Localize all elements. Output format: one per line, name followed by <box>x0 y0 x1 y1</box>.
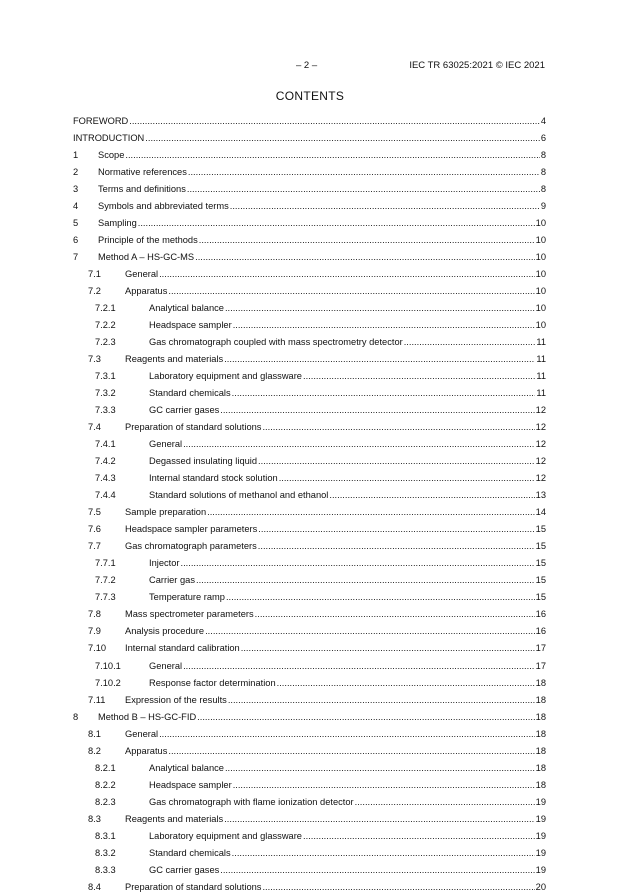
toc-entry-number: 8.2 <box>88 745 101 756</box>
toc-entry[interactable] <box>73 658 546 675</box>
toc-entry[interactable] <box>73 266 546 283</box>
toc-entry-number: 7.7.1 <box>95 558 116 569</box>
toc-entry[interactable] <box>73 862 546 879</box>
toc-entry-page: 11 <box>536 337 546 348</box>
toc-entry-page: 18 <box>535 711 546 722</box>
toc-entry-page: 19 <box>535 847 546 858</box>
toc-entry-title: Gas chromatograph with flame ionization detector <box>149 796 354 807</box>
toc-entry-number: 8.1 <box>88 728 101 739</box>
toc-entry[interactable] <box>73 777 546 794</box>
toc-entry-page: 10 <box>535 303 546 314</box>
dot-leader <box>181 555 535 572</box>
toc-entry-number: 8.2.3 <box>95 796 116 807</box>
dot-leader <box>129 113 540 130</box>
dot-leader <box>225 760 535 777</box>
toc-entry-number: 8.3.2 <box>95 847 116 858</box>
toc-entry-number: 7 <box>73 252 79 263</box>
dot-leader <box>224 351 535 368</box>
toc-entry-number: 3 <box>73 184 79 195</box>
toc-entry-title: Preparation of standard solutions <box>125 881 262 892</box>
toc-entry-title: Temperature ramp <box>149 592 225 603</box>
toc-entry-page: 16 <box>535 609 546 620</box>
toc-entry[interactable] <box>73 453 546 470</box>
toc-entry-title: Gas chromatograph parameters <box>125 541 257 552</box>
toc-entry-page: 18 <box>535 779 546 790</box>
toc-entry-title: Method A – HS-GC-MS <box>98 252 195 263</box>
toc-entry-title: Standard chemicals <box>149 388 231 399</box>
toc-entry[interactable] <box>73 164 546 181</box>
toc-entry-page: 9 <box>540 201 546 212</box>
toc-entry[interactable] <box>73 572 546 589</box>
toc-entry[interactable] <box>73 743 546 760</box>
toc-entry-page: 6 <box>540 133 546 144</box>
toc-entry-number: 7.2.1 <box>95 303 116 314</box>
toc-entry-page: 18 <box>535 745 546 756</box>
dot-leader <box>188 164 540 181</box>
toc-entry-number: 7.3 <box>88 354 101 365</box>
toc-entry-number: 2 <box>73 167 79 178</box>
toc-entry[interactable] <box>73 845 546 862</box>
toc-entry-page: 18 <box>535 677 546 688</box>
toc-entry[interactable] <box>73 487 546 504</box>
toc-entry-number: 7.10 <box>88 643 107 654</box>
toc-entry-number: 7.5 <box>88 507 101 518</box>
toc-entry[interactable] <box>73 504 546 521</box>
toc-entry-number: 8.3.1 <box>95 830 116 841</box>
dot-leader <box>233 777 535 794</box>
toc-entry-page: 16 <box>535 626 546 637</box>
toc-entry-title: Analytical balance <box>149 303 224 314</box>
toc-entry-title: General <box>125 269 159 280</box>
toc-entry-number: 7.9 <box>88 626 101 637</box>
toc-entry[interactable] <box>73 760 546 777</box>
toc-entry-page: 18 <box>535 728 546 739</box>
dot-leader <box>168 283 534 300</box>
dot-leader <box>303 368 535 385</box>
toc-entry[interactable] <box>73 589 546 606</box>
dot-leader <box>224 811 534 828</box>
toc-entry-page: 19 <box>535 864 546 875</box>
toc-entry-number: 7.4.4 <box>95 490 116 501</box>
dot-leader <box>241 640 535 657</box>
toc-entry-title: Injector <box>149 558 180 569</box>
toc-entry-number: 7.3.3 <box>95 405 116 416</box>
toc-entry[interactable] <box>73 828 546 845</box>
page-title: CONTENTS <box>275 89 345 103</box>
toc-entry-title: Mass spectrometer parameters <box>125 609 254 620</box>
toc-entry-number: 7.2 <box>88 286 101 297</box>
toc-entry[interactable] <box>73 317 546 334</box>
toc-entry[interactable] <box>73 113 546 130</box>
toc-entry-title: Carrier gas <box>149 575 195 586</box>
toc-entry-title: Principle of the methods <box>98 235 198 246</box>
toc-entry[interactable] <box>73 385 546 402</box>
toc-entry-page: 13 <box>535 490 546 501</box>
page-header <box>0 60 620 74</box>
toc-entry-number: 7.6 <box>88 524 101 535</box>
toc-entry-number: 8.3.3 <box>95 864 116 875</box>
toc-entry-number: 7.2.2 <box>95 320 116 331</box>
toc-entry-title: Analysis procedure <box>125 626 205 637</box>
toc-entry[interactable] <box>73 419 546 436</box>
toc-entry-title: Symbols and abbreviated terms <box>98 201 229 212</box>
toc-entry-page: 11 <box>536 371 546 382</box>
dot-leader <box>329 487 534 504</box>
dot-leader <box>183 658 535 675</box>
toc-entry[interactable] <box>73 811 546 828</box>
toc-entry-number: 8.2.1 <box>95 762 116 773</box>
toc-entry-title: Degassed insulating liquid <box>149 456 258 467</box>
toc-entry[interactable] <box>73 147 546 164</box>
toc-entry[interactable] <box>73 692 546 709</box>
dot-leader <box>262 879 534 896</box>
dot-leader <box>196 572 535 589</box>
dot-leader <box>262 419 534 436</box>
toc-entry-page: 4 <box>540 116 546 126</box>
dot-leader <box>230 198 540 215</box>
toc-entry-title: Normative references <box>98 167 187 178</box>
toc-entry-title: Laboratory equipment and glassware <box>149 830 302 841</box>
dot-leader <box>255 606 535 623</box>
dot-leader <box>303 828 535 845</box>
toc-entry[interactable] <box>73 555 546 572</box>
toc-entry-title: Headspace sampler <box>149 320 232 331</box>
dot-leader <box>355 794 535 811</box>
toc-entry-page: 19 <box>535 813 546 824</box>
toc-entry-page: 11 <box>536 354 546 365</box>
toc-entry[interactable] <box>73 334 546 351</box>
dot-leader <box>228 692 535 709</box>
toc-entry-title: Scope <box>98 150 125 161</box>
toc-entry-title: Laboratory equipment and glassware <box>149 371 302 382</box>
toc-entry-number: 7.10.2 <box>95 677 121 688</box>
toc-entry[interactable] <box>73 879 546 896</box>
toc-entry-page: 12 <box>535 405 546 416</box>
toc-entry[interactable] <box>73 181 546 198</box>
toc-entry-page: 15 <box>535 575 546 586</box>
dot-leader <box>145 130 540 147</box>
toc-entry-title: Sample preparation <box>125 507 207 518</box>
toc-entry[interactable] <box>73 283 546 300</box>
dot-leader <box>277 675 535 692</box>
toc-entry-page: 10 <box>535 218 546 229</box>
toc-entry-page: 8 <box>540 150 546 161</box>
toc-entry-page: 10 <box>535 269 546 280</box>
toc-entry-title: Expression of the results <box>125 694 227 705</box>
toc-entry-page: 10 <box>535 252 546 263</box>
toc-entry-number: 7.10.1 <box>95 660 121 671</box>
dot-leader <box>220 862 534 879</box>
toc-entry-title: Apparatus <box>125 286 168 297</box>
toc-entry-number: 7.4.1 <box>95 439 116 450</box>
toc-entry-number: 7.7 <box>88 541 101 552</box>
toc-entry[interactable] <box>73 249 546 266</box>
toc-entry-title: Analytical balance <box>149 762 224 773</box>
toc-entry-title: GC carrier gases <box>149 405 220 416</box>
toc-entry-page: 12 <box>535 473 546 484</box>
toc-entry[interactable] <box>73 198 546 215</box>
dot-leader <box>159 726 535 743</box>
toc-entry-title: Reagents and materials <box>125 354 224 365</box>
toc-entry[interactable] <box>73 130 546 147</box>
toc-entry-number: 7.7.3 <box>95 592 116 603</box>
toc-entry[interactable] <box>73 538 546 555</box>
toc-entry-number: 5 <box>73 218 79 229</box>
toc-entry[interactable] <box>73 232 546 249</box>
toc-entry-title: Terms and definitions <box>98 184 186 195</box>
table-of-contents <box>73 113 546 896</box>
dot-leader <box>258 453 535 470</box>
toc-entry[interactable] <box>73 709 546 726</box>
toc-entry-number: 7.3.2 <box>95 388 116 399</box>
toc-entry-page: 12 <box>535 422 546 433</box>
toc-entry-page: 10 <box>535 320 546 331</box>
dot-leader <box>195 249 535 266</box>
toc-entry-title: Headspace sampler parameters <box>125 524 258 535</box>
toc-entry[interactable] <box>73 402 546 419</box>
toc-entry[interactable] <box>73 521 546 538</box>
toc-entry-number: 7.3.1 <box>95 371 116 382</box>
toc-entry-title: Response factor determination <box>149 677 276 688</box>
toc-entry-page: 15 <box>535 592 546 603</box>
dot-leader <box>125 147 539 164</box>
toc-entry-page: 10 <box>535 235 546 246</box>
dot-leader <box>220 402 534 419</box>
toc-entry-number: 4 <box>73 201 79 212</box>
toc-entry-title: Reagents and materials <box>125 813 224 824</box>
toc-entry-number: 8.3 <box>88 813 101 824</box>
toc-entry-title: Standard chemicals <box>149 847 231 858</box>
toc-entry-number: 8.2.2 <box>95 779 116 790</box>
dot-leader <box>187 181 540 198</box>
toc-entry-number: 7.8 <box>88 609 101 620</box>
toc-entry-page: 18 <box>535 762 546 773</box>
toc-entry-number: 8 <box>73 711 79 722</box>
dot-leader <box>197 709 534 726</box>
toc-entry-title: General <box>125 728 159 739</box>
dot-leader <box>258 521 534 538</box>
toc-entry[interactable] <box>73 794 546 811</box>
dot-leader <box>207 504 535 521</box>
dot-leader <box>232 385 536 402</box>
toc-entry-page: 19 <box>535 830 546 841</box>
toc-entry-page: 11 <box>536 388 546 399</box>
dot-leader <box>138 215 535 232</box>
toc-entry[interactable] <box>73 351 546 368</box>
toc-entry[interactable] <box>73 606 546 623</box>
dot-leader <box>225 300 535 317</box>
toc-entry-page: 15 <box>535 524 546 535</box>
toc-entry[interactable] <box>73 436 546 453</box>
dot-leader <box>226 589 535 606</box>
dot-leader <box>404 334 536 351</box>
toc-entry-number: 7.7.2 <box>95 575 116 586</box>
toc-entry-number: 7.4.2 <box>95 456 116 467</box>
toc-entry[interactable] <box>73 470 546 487</box>
document-reference: IEC TR 63025:2021 © IEC 2021 <box>409 60 545 71</box>
toc-entry-title: Sampling <box>98 218 137 229</box>
toc-entry-title: Headspace sampler <box>149 779 232 790</box>
toc-entry-number: 7.11 <box>88 694 106 705</box>
toc-entry-page: 10 <box>535 286 546 297</box>
toc-entry-title: Internal standard calibration <box>125 643 240 654</box>
toc-entry-page: 19 <box>535 796 546 807</box>
toc-entry-page: 15 <box>535 558 546 569</box>
toc-entry-number: 7.4.3 <box>95 473 116 484</box>
toc-entry[interactable] <box>73 726 546 743</box>
toc-entry-page: 17 <box>535 660 546 671</box>
toc-entry-page: 8 <box>540 167 546 178</box>
toc-entry-title: Gas chromatograph coupled with mass spectrometry detector <box>149 337 403 348</box>
toc-entry-page: 14 <box>535 507 546 518</box>
toc-entry-number: 6 <box>73 235 79 246</box>
toc-entry-page: 15 <box>535 541 546 552</box>
toc-entry-title: Method B – HS-GC-FID <box>98 711 197 722</box>
toc-entry-number: 7.2.3 <box>95 337 116 348</box>
toc-entry-page: 17 <box>535 643 546 654</box>
toc-entry-number: 7.1 <box>88 269 101 280</box>
dot-leader <box>199 232 535 249</box>
dot-leader <box>159 266 535 283</box>
toc-entry[interactable] <box>73 675 546 692</box>
dot-leader <box>183 436 535 453</box>
page-number: – 2 – <box>296 60 318 71</box>
toc-entry-page: 8 <box>540 184 546 195</box>
toc-entry[interactable] <box>73 623 546 640</box>
toc-entry-page: 12 <box>535 439 546 450</box>
toc-entry-title: INTRODUCTION <box>73 133 145 144</box>
toc-entry-title: Apparatus <box>125 745 168 756</box>
toc-entry[interactable] <box>73 368 546 385</box>
toc-entry[interactable] <box>73 300 546 317</box>
toc-entry-title: Internal standard stock solution <box>149 473 278 484</box>
toc-entry-number: 7.4 <box>88 422 101 433</box>
toc-entry-number: 1 <box>73 150 79 161</box>
toc-entry-title: FOREWORD <box>73 116 129 126</box>
toc-entry-page: 12 <box>535 456 546 467</box>
toc-entry-number: 8.4 <box>88 881 101 892</box>
toc-entry[interactable] <box>73 215 546 232</box>
toc-entry-title: Standard solutions of methanol and ethanol <box>149 490 329 501</box>
toc-entry[interactable] <box>73 640 546 657</box>
dot-leader <box>258 538 535 555</box>
dot-leader <box>233 317 535 334</box>
toc-entry-title: Preparation of standard solutions <box>125 422 262 433</box>
dot-leader <box>232 845 535 862</box>
dot-leader <box>279 470 535 487</box>
toc-entry-page: 20 <box>535 881 546 892</box>
toc-entry-title: GC carrier gases <box>149 864 220 875</box>
toc-entry-page: 18 <box>535 694 546 705</box>
dot-leader <box>205 623 535 640</box>
dot-leader <box>168 743 534 760</box>
toc-entry-title: General <box>149 660 183 671</box>
toc-entry-title: General <box>149 439 183 450</box>
